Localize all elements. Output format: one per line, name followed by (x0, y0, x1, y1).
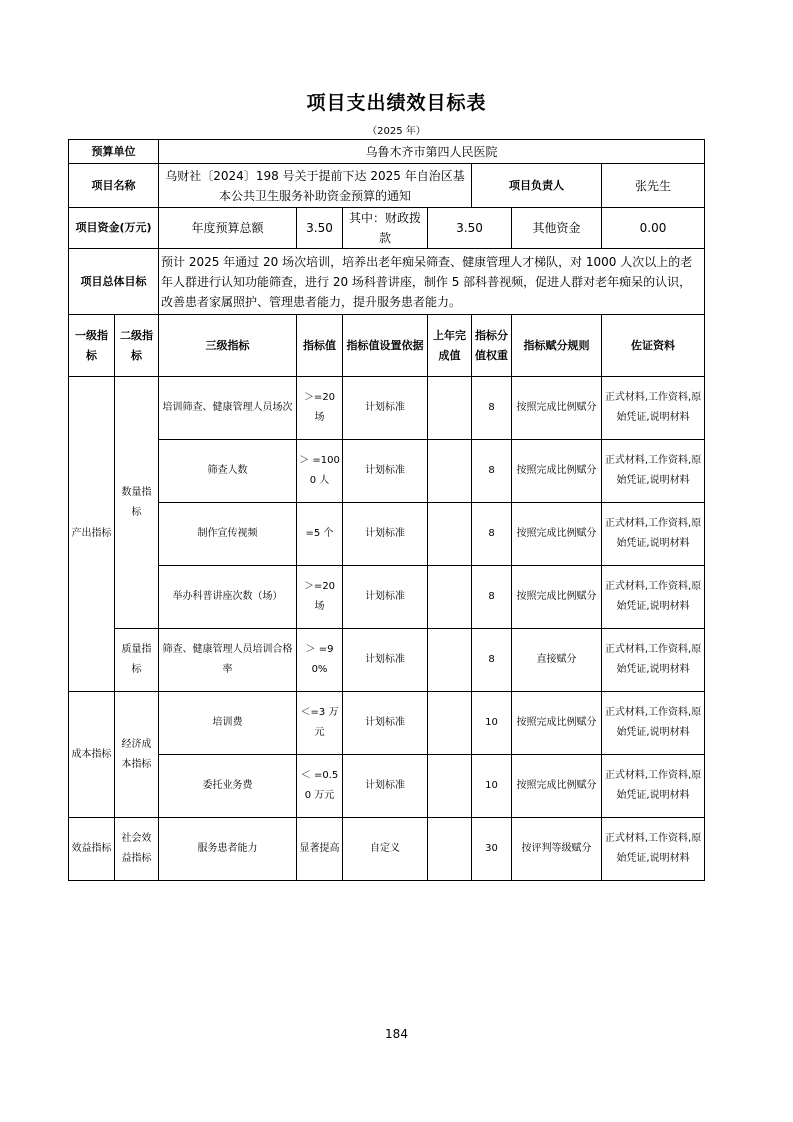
indicator-basis: 计划标准 (343, 503, 428, 566)
year-label: （2025 年） (367, 126, 426, 137)
indicator-basis: 自定义 (343, 818, 428, 881)
indicator-prev (428, 503, 472, 566)
unit-label: 预算单位 (69, 140, 159, 164)
indicator-evidence: 正式材料,工作资料,原始凭证,说明材料 (602, 629, 705, 692)
header-evidence: 佐证资料 (602, 315, 705, 377)
goal-label: 项目总体目标 (69, 249, 159, 315)
header-value: 指标值 (297, 315, 343, 377)
indicator-basis: 计划标准 (343, 629, 428, 692)
indicator-value: ＜=3 万元 (297, 692, 343, 755)
indicator-rule: 按照完成比例赋分 (512, 503, 602, 566)
project-name-label: 项目名称 (69, 164, 159, 208)
indicator-value: ＞ =90% (297, 629, 343, 692)
indicator-weight: 8 (472, 377, 512, 440)
indicator-name: 培训筛查、健康管理人员场次 (159, 377, 297, 440)
other-fund-value: 0.00 (602, 208, 705, 249)
project-name-value: 乌财社〔2024〕198 号关于提前下达 2025 年自治区基本公共卫生服务补助资金预算的通知 (159, 164, 472, 208)
indicator-value: 显著提高 (297, 818, 343, 881)
indicator-basis: 计划标准 (343, 692, 428, 755)
indicator-basis: 计划标准 (343, 377, 428, 440)
indicator-weight: 8 (472, 440, 512, 503)
indicator-rule: 按照完成比例赋分 (512, 692, 602, 755)
group-quantity: 数量指标 (115, 377, 159, 629)
group-social: 社会效益指标 (115, 818, 159, 881)
header-weight: 指标分值权重 (472, 315, 512, 377)
annual-budget-label: 年度预算总额 (159, 208, 297, 249)
indicator-prev (428, 755, 472, 818)
indicator-prev (428, 440, 472, 503)
header-level2: 二级指标 (115, 315, 159, 377)
fiscal-label: 其中：财政拨款 (343, 208, 428, 249)
indicator-rule: 按照完成比例赋分 (512, 755, 602, 818)
group-econ-cost: 经济成本指标 (115, 692, 159, 818)
indicator-prev (428, 692, 472, 755)
indicator-rule: 按照完成比例赋分 (512, 377, 602, 440)
table-row (69, 503, 705, 566)
indicator-prev (428, 818, 472, 881)
indicator-name: 制作宣传视频 (159, 503, 297, 566)
table-row (69, 692, 705, 755)
indicator-value: =5 个 (297, 503, 343, 566)
table-row (69, 440, 705, 503)
group-benefit: 效益指标 (69, 818, 115, 881)
group-quality: 质量指标 (115, 629, 159, 692)
indicator-rule: 按评判等级赋分 (512, 818, 602, 881)
header-level3: 三级指标 (159, 315, 297, 377)
indicator-name: 举办科普讲座次数（场） (159, 566, 297, 629)
indicator-evidence: 正式材料,工作资料,原始凭证,说明材料 (602, 440, 705, 503)
annual-budget-value: 3.50 (297, 208, 343, 249)
indicator-weight: 10 (472, 692, 512, 755)
indicator-basis: 计划标准 (343, 440, 428, 503)
header-basis: 指标值设置依据 (343, 315, 428, 377)
header-prev: 上年完成值 (428, 315, 472, 377)
indicator-prev (428, 566, 472, 629)
indicator-evidence: 正式材料,工作资料,原始凭证,说明材料 (602, 566, 705, 629)
table-row (69, 377, 705, 440)
leader-label: 项目负责人 (472, 164, 602, 208)
indicator-evidence: 正式材料,工作资料,原始凭证,说明材料 (602, 692, 705, 755)
group-cost: 成本指标 (69, 692, 115, 818)
indicator-weight: 10 (472, 755, 512, 818)
indicator-evidence: 正式材料,工作资料,原始凭证,说明材料 (602, 503, 705, 566)
indicator-prev (428, 377, 472, 440)
indicator-evidence: 正式材料,工作资料,原始凭证,说明材料 (602, 755, 705, 818)
fund-label: 项目资金(万元) (69, 208, 159, 249)
indicator-name: 筛查、健康管理人员培训合格率 (159, 629, 297, 692)
performance-table (68, 139, 704, 881)
goal-value: 预计 2025 年通过 20 场次培训，培养出老年痴呆筛查、健康管理人才梯队，对 1000 人次以上的老年人群进行认知功能筛查，进行 20 场科普讲座，制作 5 部科普视频，促进人群对老年痴呆的认识，改善患者家属照护、管理患者能力，提升服务患者能力。 (159, 249, 705, 315)
header-level1: 一级指标 (69, 315, 115, 377)
indicator-basis: 计划标准 (343, 566, 428, 629)
indicator-rule: 直接赋分 (512, 629, 602, 692)
indicator-rule: 按照完成比例赋分 (512, 566, 602, 629)
indicator-value: ＞ =1000 人 (297, 440, 343, 503)
indicator-evidence: 正式材料,工作资料,原始凭证,说明材料 (602, 818, 705, 881)
indicator-name: 筛查人数 (159, 440, 297, 503)
table-row (69, 755, 705, 818)
indicator-evidence: 正式材料,工作资料,原始凭证,说明材料 (602, 377, 705, 440)
header-rule: 指标赋分规则 (512, 315, 602, 377)
indicator-weight: 8 (472, 629, 512, 692)
indicator-weight: 30 (472, 818, 512, 881)
fiscal-value: 3.50 (428, 208, 512, 249)
indicator-value: ＞=20 场 (297, 377, 343, 440)
indicator-prev (428, 629, 472, 692)
indicator-name: 培训费 (159, 692, 297, 755)
indicator-name: 委托业务费 (159, 755, 297, 818)
indicator-weight: 8 (472, 503, 512, 566)
page-title: 项目支出绩效目标表 (306, 92, 487, 114)
table-row (69, 566, 705, 629)
unit-value: 乌鲁木齐市第四人民医院 (159, 140, 705, 164)
indicator-value: ＜ =0.50 万元 (297, 755, 343, 818)
indicator-value: ＞=20 场 (297, 566, 343, 629)
table-row (69, 629, 705, 692)
table-row (69, 818, 705, 881)
indicator-basis: 计划标准 (343, 755, 428, 818)
indicator-rule: 按照完成比例赋分 (512, 440, 602, 503)
other-fund-label: 其他资金 (512, 208, 602, 249)
page-number: 184 (385, 1027, 408, 1041)
indicator-name: 服务患者能力 (159, 818, 297, 881)
leader-value: 张先生 (602, 164, 705, 208)
indicator-weight: 8 (472, 566, 512, 629)
group-output: 产出指标 (69, 377, 115, 692)
